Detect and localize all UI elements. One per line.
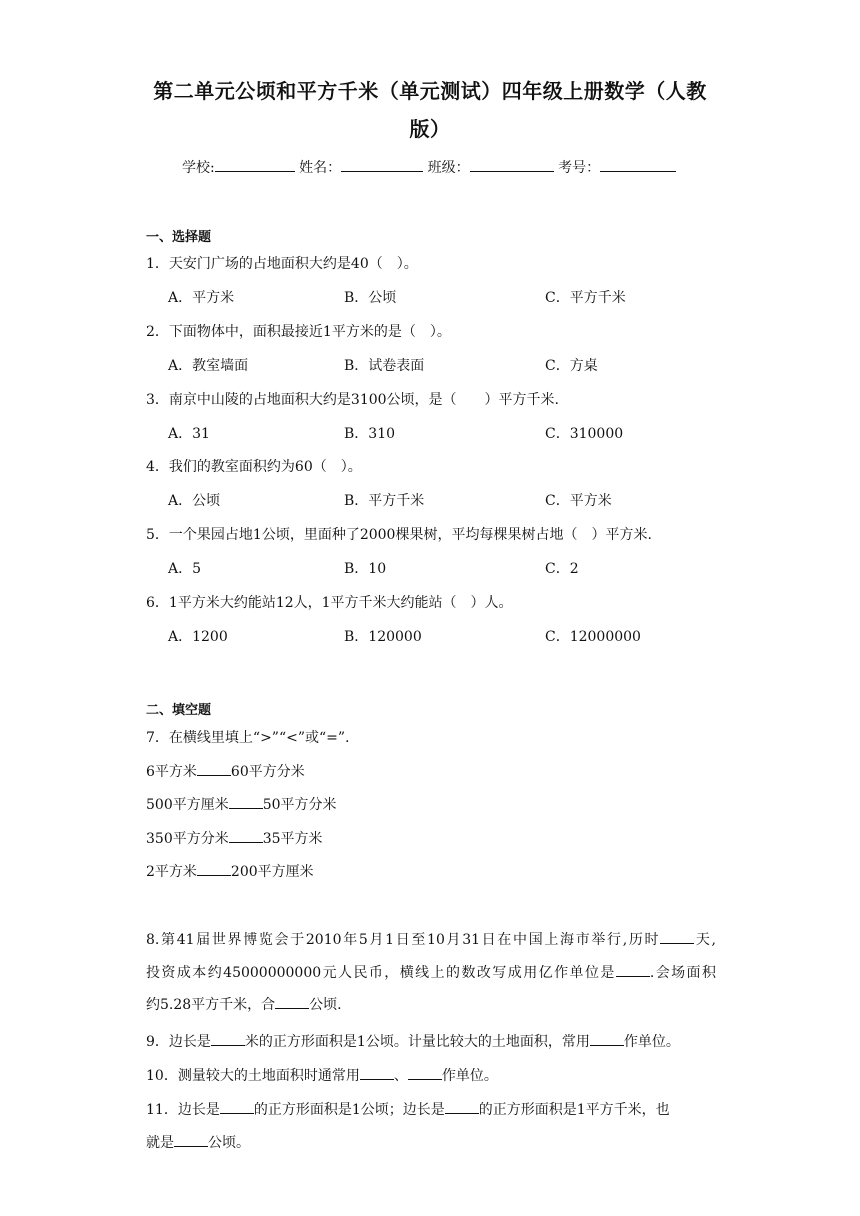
q8-blank-days[interactable] <box>660 929 694 944</box>
q4-option-c[interactable]: C．平方米 <box>545 493 612 509</box>
q11-text-1: 11．边长是 <box>146 1102 220 1118</box>
q8-text-4: .会场面积 <box>649 965 716 981</box>
q7-row-3-left: 350平方分米 <box>146 831 229 847</box>
q6-option-a[interactable]: A．1200 <box>168 629 228 645</box>
q6-option-c[interactable]: C．12000000 <box>545 629 641 645</box>
question-4: 4．我们的教室面积约为60（ ）。 <box>146 459 362 475</box>
q11-text-5: 公顷。 <box>208 1135 250 1151</box>
question-3: 3．南京中山陵的占地面积大约是3100公顷，是（ ）平方千米. <box>146 392 559 408</box>
name-label: 姓名： <box>299 160 342 176</box>
q8-blank-hectares[interactable] <box>275 994 309 1009</box>
q9-blank-2[interactable] <box>590 1031 624 1046</box>
q1-option-a[interactable]: A．平方米 <box>168 290 235 306</box>
q7-row-2-right: 50平方分米 <box>262 797 337 813</box>
question-11-line-2 <box>146 1132 250 1152</box>
q11-text-4: 就是 <box>146 1135 174 1151</box>
q7-row-2-left: 500平方厘米 <box>146 797 229 813</box>
q11-blank-2[interactable] <box>445 1099 479 1114</box>
q7-row-1-right: 60平方分米 <box>230 764 305 780</box>
question-8 <box>146 924 716 956</box>
q4-option-b[interactable]: B．平方千米 <box>344 493 425 509</box>
q9-text-2: 米的正方形面积是1公顷。计量比较大的土地面积，常用 <box>244 1034 590 1050</box>
q11-blank-1[interactable] <box>220 1099 254 1114</box>
q7-row-2 <box>146 794 337 814</box>
exam-number-label: 考号： <box>558 160 601 176</box>
q2-option-b[interactable]: B．试卷表面 <box>344 358 425 374</box>
class-blank[interactable] <box>470 156 554 172</box>
q11-text-3: 的正方形面积是1平方千米，也 <box>478 1102 670 1118</box>
q6-option-b[interactable]: B．120000 <box>344 629 422 645</box>
section-heading-fill: 二、填空题 <box>146 703 212 718</box>
page-title: 第二单元公顷和平方千米（单元测试）四年级上册数学（人教版） <box>153 79 707 141</box>
q1-option-b[interactable]: B．公顷 <box>344 290 397 306</box>
question-2: 2．下面物体中，面积最接近1平方米的是（ ）。 <box>146 324 451 340</box>
q5-option-a[interactable]: A．5 <box>168 561 202 577</box>
q3-option-a[interactable]: A．31 <box>168 426 210 442</box>
school-label: 学校: <box>182 160 215 176</box>
q10-text-3: 作单位。 <box>441 1068 498 1084</box>
q9-text-3: 作单位。 <box>623 1034 680 1050</box>
q7-row-3-blank[interactable] <box>229 828 263 843</box>
q5-option-b[interactable]: B．10 <box>344 561 387 577</box>
q3-option-c[interactable]: C．310000 <box>545 426 624 442</box>
class-label: 班级： <box>427 160 470 176</box>
q8-text-5: 约5.28平方千米，合 <box>146 997 276 1013</box>
q10-blank-2[interactable] <box>408 1065 442 1080</box>
q9-text-1: 9．边长是 <box>146 1034 211 1050</box>
question-5: 5．一个果园占地1公顷，里面种了2000棵果树，平均每棵果树占地（ ）平方米. <box>146 527 652 543</box>
q7-row-2-blank[interactable] <box>229 794 263 809</box>
q8-blank-yi[interactable] <box>616 962 650 977</box>
q8-text-1: 8.第41届世界博览会于2010年5月1日至10月31日在中国上海市举行,历时 <box>146 932 661 948</box>
q7-row-4 <box>146 861 314 881</box>
q7-row-3 <box>146 828 323 848</box>
q2-option-a[interactable]: A．教室墙面 <box>168 358 249 374</box>
question-8-line-2 <box>146 957 716 989</box>
question-6: 6．1平方米大约能站12人，1平方千米大约能站（ ）人。 <box>146 595 513 611</box>
q4-option-a[interactable]: A．公顷 <box>168 493 221 509</box>
question-8-line-3 <box>146 989 716 1021</box>
q8-text-2: 天, <box>694 932 716 948</box>
q7-row-1 <box>146 761 305 781</box>
q7-row-3-right: 35平方米 <box>262 831 323 847</box>
question-9 <box>146 1031 680 1051</box>
q8-text-6: 公顷. <box>309 997 342 1013</box>
q2-option-c[interactable]: C．方桌 <box>545 358 598 374</box>
school-blank[interactable] <box>215 156 295 172</box>
q7-row-1-left: 6平方米 <box>146 764 197 780</box>
q3-option-b[interactable]: B．310 <box>344 426 396 442</box>
q10-blank-1[interactable] <box>360 1065 394 1080</box>
q11-blank-3[interactable] <box>174 1132 208 1147</box>
question-11 <box>146 1099 670 1119</box>
q11-text-2: 的正方形面积是1公顷；边长是 <box>253 1102 445 1118</box>
question-1: 1．天安门广场的占地面积大约是40（ ）。 <box>146 256 418 272</box>
q1-option-c[interactable]: C．平方千米 <box>545 290 626 306</box>
name-blank[interactable] <box>341 156 423 172</box>
q7-row-1-blank[interactable] <box>197 761 231 776</box>
q5-option-c[interactable]: C．2 <box>545 561 579 577</box>
q10-text-1: 10．测量较大的土地面积时通常用 <box>146 1068 360 1084</box>
q10-text-2: 、 <box>393 1068 408 1084</box>
question-10 <box>146 1065 498 1085</box>
section-heading-choice: 一、选择题 <box>146 230 212 245</box>
q8-text-3: 投资成本约45000000000元人民币，横线上的数改写成用亿作单位是 <box>146 965 616 981</box>
student-info-line <box>182 156 676 177</box>
q7-row-4-right: 200平方厘米 <box>230 864 314 880</box>
q7-row-4-blank[interactable] <box>197 861 231 876</box>
question-7: 7．在横线里填上“>”“<”或“=”. <box>146 730 350 746</box>
q7-row-4-left: 2平方米 <box>146 864 197 880</box>
q9-blank-1[interactable] <box>211 1031 245 1046</box>
exam-number-blank[interactable] <box>600 156 676 172</box>
